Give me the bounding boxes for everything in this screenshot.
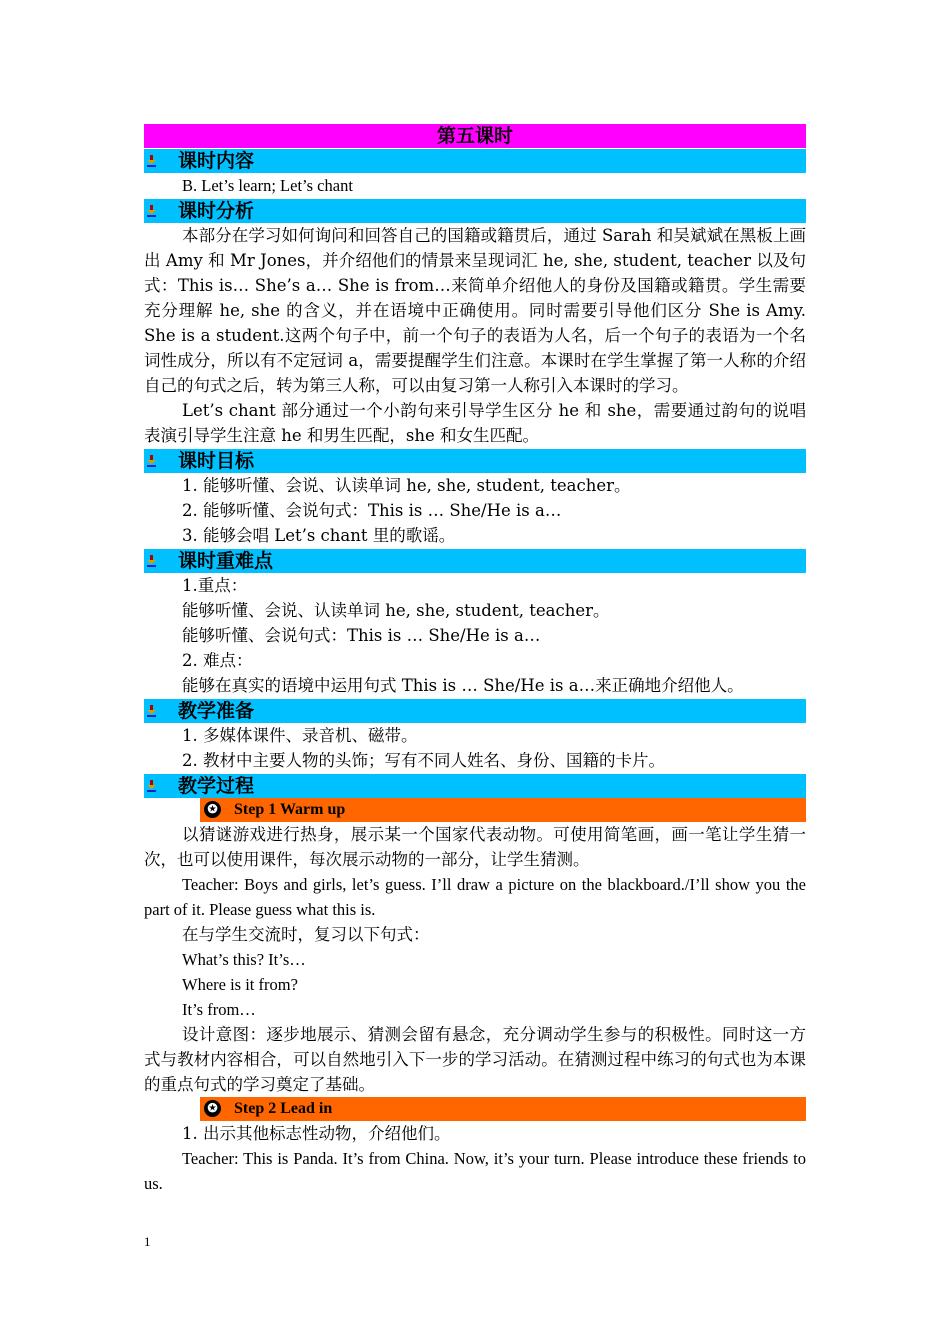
- section-title: 课时内容: [178, 150, 255, 172]
- paragraph: 设计意图：逐步地展示、猜测会留有悬念，充分调动学生参与的积极性。同时这一方式与教材内容相合，可以自然地引入下一步的学习活动。在猜测过程中练习的句式也为本课的重点句式的学习奠定了基础。: [144, 1025, 806, 1094]
- page-number: 1: [144, 1234, 151, 1249]
- list-item: 1. 多媒体课件、录音机、磁带。: [182, 726, 418, 745]
- document-page: [144, 124, 806, 1196]
- paragraph: 1. 出示其他标志性动物，介绍他们。: [182, 1124, 451, 1143]
- section-title: 课时重难点: [178, 550, 274, 572]
- section-header-key: [144, 549, 806, 573]
- paragraph: Teacher: This is Panda. It’s from China. Now, it’s your turn. Please introduce these friends to us.: [144, 1149, 806, 1193]
- list-item: 能够听懂、会说、认读单词 he, she, student, teacher。: [182, 601, 610, 620]
- list-item: 2. 难点：: [182, 651, 253, 670]
- paragraph: Let’s chant 部分通过一个小韵句来引导学生区分 he 和 she，需要通过韵句的说唱表演引导学生注意 he 和男生匹配，she 和女生匹配。: [144, 401, 806, 445]
- paragraph: What’s this? It’s…: [182, 950, 306, 969]
- download-arrow-icon: [147, 155, 156, 167]
- paragraph: Where is it from?: [182, 975, 298, 994]
- section-title: 课时分析: [178, 200, 255, 222]
- section-header-analysis: [144, 199, 806, 223]
- paragraph: 以猜谜游戏进行热身，展示某一个国家代表动物。可使用简笔画，画一笔让学生猜一次，也可以使用课件，每次展示动物的一部分，让学生猜测。: [144, 825, 806, 869]
- section-header-content: [144, 149, 806, 173]
- section-title: 教学准备: [178, 700, 255, 722]
- list-item: 3. 能够会唱 Let’s chant 里的歌谣。: [182, 526, 456, 545]
- download-arrow-icon: [147, 780, 156, 792]
- section-header-prep: [144, 699, 806, 723]
- step-title: Step 2 Lead in: [234, 1100, 333, 1117]
- download-arrow-icon: [147, 455, 156, 467]
- page-title: 第五课时: [144, 124, 806, 148]
- step-header-2: [200, 1097, 806, 1121]
- list-item: 2. 能够听懂、会说句式：This is … She/He is a…: [182, 501, 562, 520]
- paragraph: 本部分在学习如何询问和回答自己的国籍或籍贯后，通过 Sarah 和吴斌斌在黑板上画出 Amy 和 Mr Jones，并介绍他们的情景来呈现词汇 he, she, student, teacher 以及句式：This is… She’s a… She is from…来简单介绍他人的身份及国籍或籍贯。学生需要充分理解 he, she 的含义，并在语境中正确使用。同时需要引导他们区分 She is Amy. She is a student.这两个句子中，前一个句子的表语为人名，后一个句子的表语为一个名词性成分，所以有不定冠词 a，需要提醒学生们注意。本课时在学生掌握了第一人称的介绍自己的句式之后，转为第三人称，可以由复习第一人称引入本课时的学习。: [144, 226, 806, 395]
- list-item: 2. 教材中主要人物的头饰；写有不同人姓名、身份、国籍的卡片。: [182, 751, 665, 770]
- section-header-goals: [144, 449, 806, 473]
- download-arrow-icon: [147, 205, 156, 217]
- download-arrow-icon: [147, 555, 156, 567]
- section-title: 课时目标: [178, 450, 255, 472]
- download-arrow-icon: [147, 705, 156, 717]
- list-item: 能够听懂、会说句式：This is … She/He is a…: [182, 626, 541, 645]
- paragraph: Teacher: Boys and girls, let’s guess. I’ll draw a picture on the blackboard./I’ll show you the part of it. Please guess what this is.: [144, 875, 806, 919]
- paragraph: 在与学生交流时，复习以下句式：: [182, 925, 430, 944]
- paragraph: It’s from…: [182, 1000, 256, 1019]
- star-circle-icon: ✪: [204, 1100, 221, 1117]
- section-title: 教学过程: [178, 775, 255, 797]
- list-item: 1.重点：: [182, 576, 248, 595]
- section-header-process: [144, 774, 806, 798]
- step-header-1: [200, 798, 806, 822]
- star-circle-icon: ✪: [204, 801, 221, 818]
- content-text: B. Let’s learn; Let’s chant: [182, 176, 353, 195]
- list-item: 能够在真实的语境中运用句式 This is … She/He is a…来正确地介绍他人。: [182, 676, 744, 695]
- list-item: 1. 能够听懂、会说、认读单词 he, she, student, teacher。: [182, 476, 631, 495]
- step-title: Step 1 Warm up: [234, 801, 346, 818]
